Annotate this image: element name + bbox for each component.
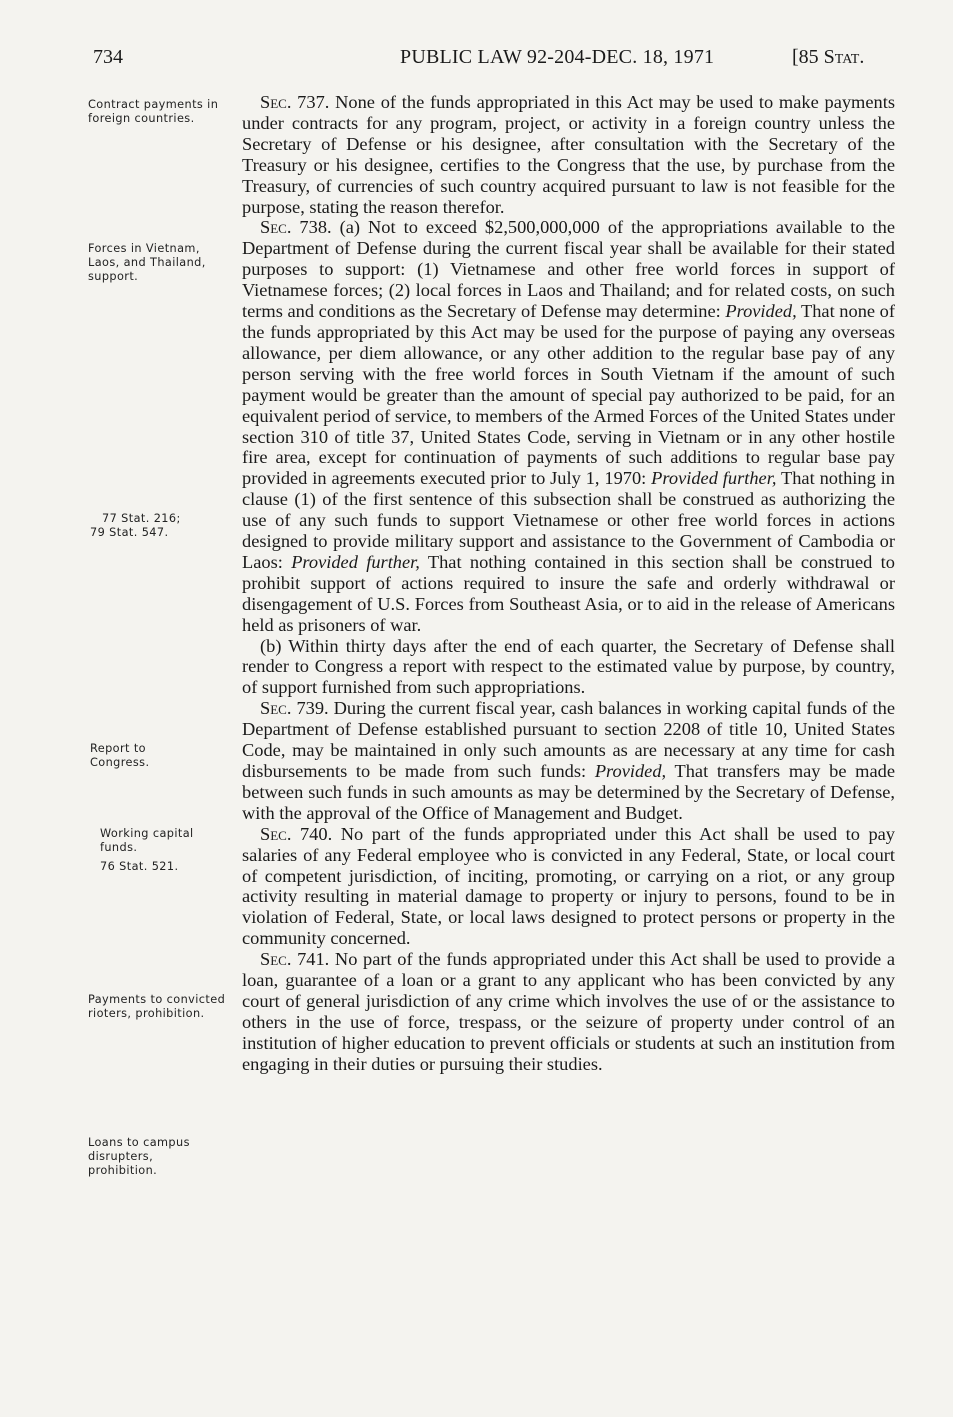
section-738-a: Sec. 738. (a) Not to exceed $2,500,000,000 of the appropriations available to the Department of Defense during the current fiscal year shall be available for their stated purposes to support: (1) Vietnamese and other free world forces in support of Vietnamese forces; (2) local forces in Laos and Thailand; and for related costs, on such terms and conditions as the Secretary of Defense may determine: Provided, That none of the funds appropriated by this Act may be used for the purpose of paying any overseas allowance, per diem allowance, or any other addition to the regular base pay of any person serving with the free world forces in South Vietnam if the amount of such payment would be greater than the amount of special pay authorized to be paid, for an equivalent period of service, to members of the Armed Forces of the United States under section 310 of title 37, United States Code, serving in Vietnam or in any other hostile fire area, except for continuation of payments of such additions to regular base pay provided in agreements executed prior to July 1, 1970: Provided further, That nothing in clause (1) of the first sentence of this subsection shall be construed as authorizing the use of any such funds to support Vietnamese or other free world forces in actions designed to provide military support and assistance to the Government of Cambodia or Laos: Provided further, That nothing contained in this section shall be construed to prohibit support of actions required to insure the safe and orderly withdrawal or disengagement of U.S. Forces from Southeast Asia, or to aid in the release of Americans held as prisoners of war. xyxy=(242,217,895,635)
margin-note-contract-payments: Contract payments in foreign countries. xyxy=(88,98,219,125)
volume-stat: Stat. xyxy=(823,46,865,68)
working-capital-label: Working capital funds. xyxy=(100,827,194,854)
section-label: Sec xyxy=(260,949,287,970)
section-label: Sec xyxy=(260,823,287,844)
margin-note-rioters: Payments to convicted rioters, prohibition. xyxy=(88,993,226,1020)
margin-note-working-capital xyxy=(88,827,228,874)
margin-note-report: Report to Congress. xyxy=(90,742,150,769)
section-741: Sec. 741. No part of the funds appropriated under this Act shall be used to provide a loan, guarantee of a loan or a grant to any applicant who has been convicted by any court of general jurisdiction of any crime which involves the use of or the assistance to others in the use of force, trespass, or the seizure of property under control of an institution of higher education to prevent officials or students at such an institution from engaging in their duties or pursuing their studies. xyxy=(242,949,895,1074)
section-label: Sec xyxy=(260,217,287,238)
margin-note-stat-ref xyxy=(90,512,230,540)
body-text xyxy=(242,92,895,1075)
running-title: PUBLIC LAW 92-204-DEC. 18, 1971 xyxy=(400,46,715,68)
stat-ref-3: 76 Stat. 521. xyxy=(100,860,179,873)
stat-ref-1: 77 Stat. 216; xyxy=(102,512,181,525)
page-header xyxy=(0,46,953,74)
margin-note-forces: Forces in Vietnam, Laos, and Thailand, support. xyxy=(88,242,206,283)
page-number: 734 xyxy=(93,46,123,68)
volume-prefix: [85 xyxy=(792,46,824,68)
margin-note-loans: Loans to campus disrupters, prohibition. xyxy=(88,1136,190,1177)
volume-reference xyxy=(792,46,864,69)
section-739: Sec. 739. During the current fiscal year, cash balances in working capital funds of the Department of Defense established pursuant to section 2208 of title 10, United States Code, may be maintained in only such amounts as are necessary at any time for cash disbursements to be made from such funds: Provided, That transfers may be made between such funds in such amounts as may be determined by the Secretary of Defense, with the approval of the Office of Management and Budget. xyxy=(242,698,895,823)
section-label: Sec xyxy=(260,698,287,719)
section-737: Sec. 737. None of the funds appropriated in this Act may be used to make payments under contracts for any program, project, or activity in a foreign country unless the Secretary of Defense or his designee, after consultation with the Secretary of the Treasury or his designee, certifies to the Congress that the use, by purchase from the Treasury, of currencies of such country acquired pursuant to law is not feasible for the purpose, stating the reason therefor. xyxy=(242,92,895,217)
section-label: Sec xyxy=(260,92,287,112)
section-738-b: (b) Within thirty days after the end of each quarter, the Secretary of Defense shall render to Congress a report with respect to the estimated value by purpose, by country, of support furnished from such appropriations. xyxy=(242,635,895,698)
section-740: Sec. 740. No part of the funds appropriated under this Act shall be used to pay salaries of any Federal employee who is convicted in any Federal, State, or local court of competent jurisdiction, of inciting, promoting, or carrying on a riot, or any group activity resulting in material damage to property or injury to persons, found to be in violation of Federal, State, or local laws designed to protect persons or property in the community concerned. xyxy=(242,823,895,949)
stat-ref-2: 79 Stat. 547. xyxy=(90,526,169,539)
